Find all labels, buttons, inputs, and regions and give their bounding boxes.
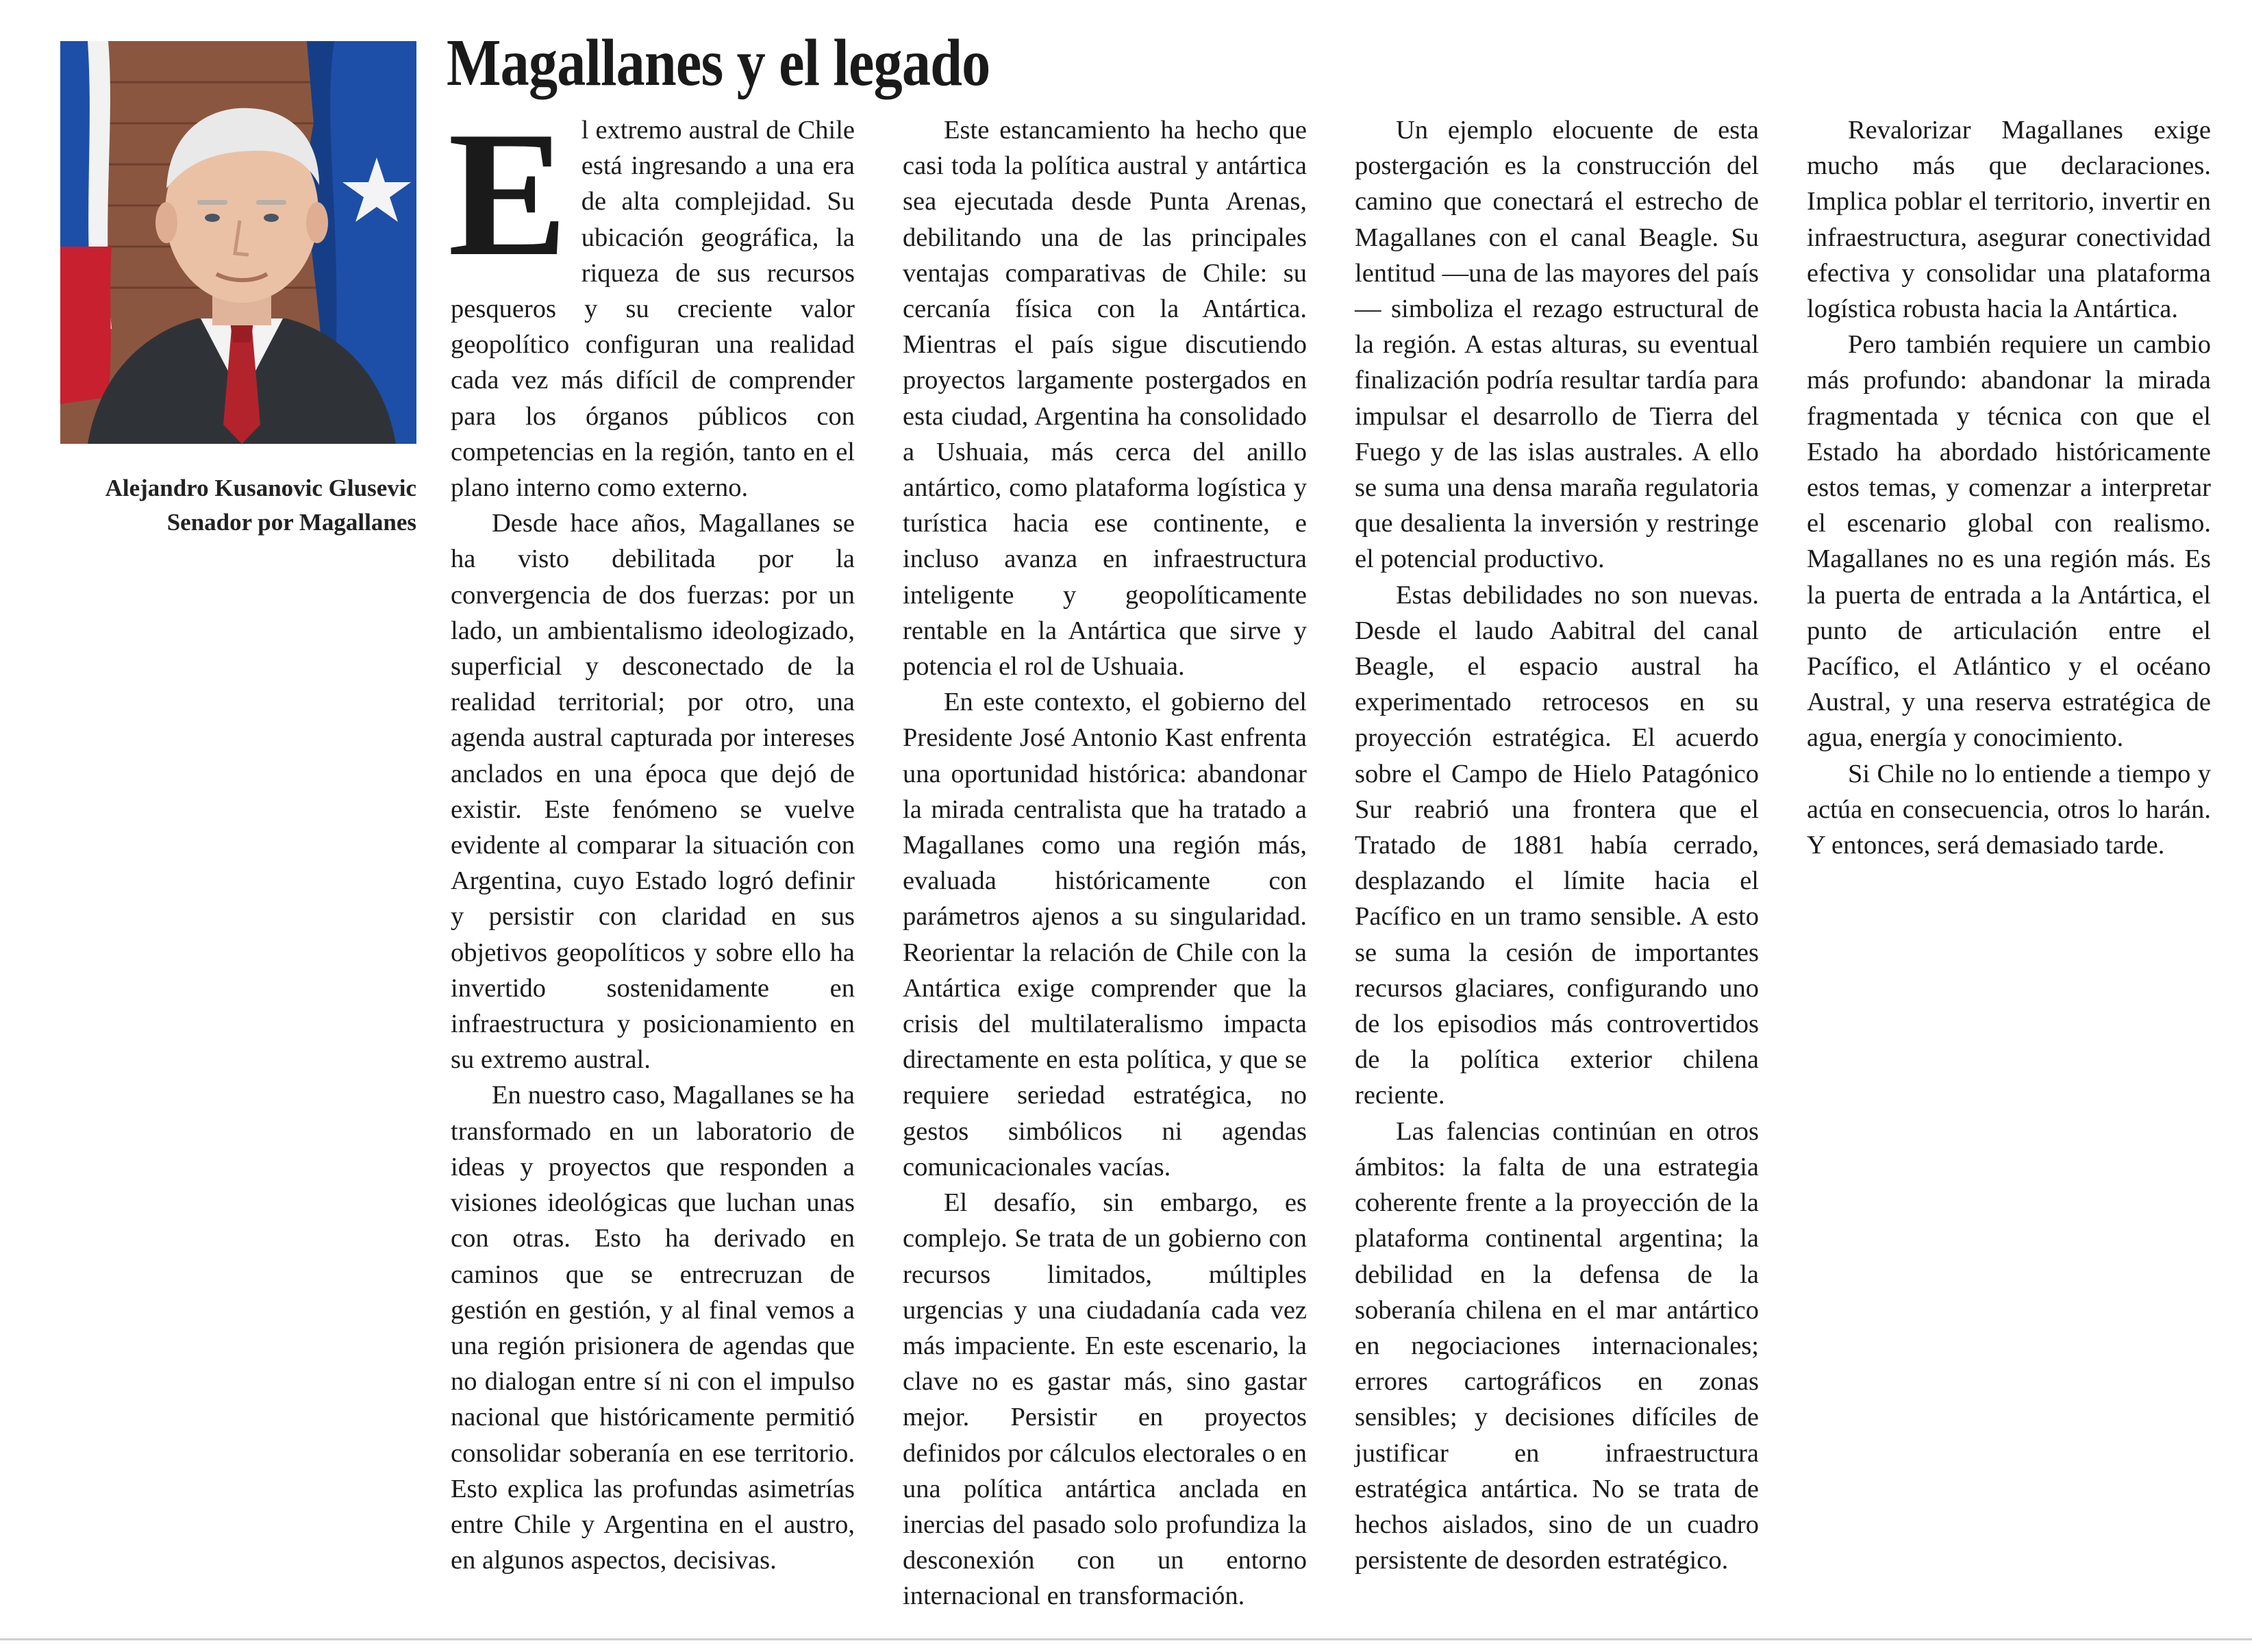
paragraph-3: En nuestro caso, Magallanes se ha transformado en un laboratorio de ideas y proyectos que responden a visiones ideológicas que luchan unas con otras. Esto ha derivado en caminos que se entrecruzan de gestión en gestión, y al final vemos a una región prisionera de agendas que no dialogan entre sí ni con el impulso nacional que históricamente permitió consolidar soberanía en ese territorio. Esto explica las profundas asimetrías entre Chile y Argentina en el austro, en algunos aspectos, decisivas. [451, 1081, 855, 1575]
paragraph-1 [448, 95, 855, 505]
author-photo [60, 41, 416, 444]
paragraph-11: Pero también requiere un cambio más profundo: abandonar la mirada fragmentada y técnica con que el Estado ha abordado históricamente estos temas, y comenzar a interpretar el escenario global con realismo. Magallanes no es una región más. Es la puerta de entrada a la Antártica, el punto de articulación entre el Pacífico, el Atlántico y el océano Austral, y una reserva estratégica de agua, energía y conocimiento. [1807, 330, 2211, 753]
paragraph-8: Estas debilidades no son nuevas. Desde el laudo Aabitral del canal Beagle, el espacio austral ha experimentado retrocesos en su proyección estratégica. El acuerdo sobre el Campo de Hielo Patagónico Sur reabrió una frontera que el Tratado de 1881 había cerrado, desplazando el límite hacia el Pacífico en un tramo sensible. A esto se suma la cesión de importantes recursos glaciares, configurando uno de los episodios más controvertidos de la política exterior chilena reciente. [1355, 580, 1759, 1110]
headline: Magallanes y el legado [447, 26, 990, 100]
paragraph-6: El desafío, sin embargo, es complejo. Se trata de un gobierno con recursos limitados, múltiples urgencias y una ciudadanía cada vez más impaciente. En este escenario, la clave no es gastar más, sino gastar mejor. Persistir en proyectos definidos por cálculos electorales o en una política antártica anclada en inercias del pasado solo profundiza la desconexión con un entorno internacional en transformación. [903, 1188, 1307, 1611]
paragraph-5: En este contexto, el gobierno del Presidente José Antonio Kast enfrenta una oportunidad histórica: abandonar la mirada centralista que ha tratado a Magallanes como una región más, evaluada históricamente con parámetros ajenos a su singularidad. Reorientar la relación de Chile con la Antártica exige comprender que la crisis del multilateralismo impacta directamente en esta política, y que se requiere seriedad estratégica, no gestos simbólicos ni agendas comunicacionales vacías. [903, 688, 1307, 1181]
article-body [448, 95, 2211, 1631]
bottom-divider [0, 1638, 2252, 1640]
paragraph-1-text: l extremo austral de Chile está ingresando a una era de alta complejidad. Su ubicación geográfica, la riqueza de sus recursos pesqueros y su creciente valor geopolítico configuran una realidad cada vez más difícil de comprender para los órganos públicos con competencias en la región, tanto en el plano interno como externo. [451, 116, 855, 503]
author-name: Alejandro Kusanovic Glusevic [105, 475, 416, 501]
author-role: Senador por Magallanes [166, 509, 416, 536]
paragraph-10: Revalorizar Magallanes exige mucho más que declaraciones. Implica poblar el territorio, invertir en infraestructura, asegurar conectividad efectiva y consolidar una plataforma logística robusta hacia la Antártica. [1807, 116, 2211, 324]
paragraph-9: Las falencias continúan en otros ámbitos: la falta de una estrategia coherente frente a la proyección de la plataforma continental argentina; la debilidad en la defensa de la soberanía chilena en el mar antártico en negociaciones internacionales; errores cartográficos en zonas sensibles; y decisiones difíciles de justificar en infraestructura estratégica antártica. No se trata de hechos aislados, sino de un cuadro persistente de desorden estratégico. [1355, 1116, 1759, 1575]
author-caption [14, 471, 416, 540]
dropcap: E [448, 95, 568, 293]
paragraph-12: Si Chile no lo entiende a tiempo y actúa en consecuencia, otros lo harán. Y entonces, será demasiado tarde. [1807, 759, 2211, 860]
paragraph-4: Este estancamiento ha hecho que casi toda la política austral y antártica sea ejecutada desde Punta Arenas, debilitando una de las principales ventajas comparativas de Chile: su cercanía física con la Antártica. Mientras el país sigue discutiendo proyectos largamente postergados en esta ciudad, Argentina ha consolidado a Ushuaia, más cerca del anillo antártico, como plataforma logística y turística hacia ese continente, e incluso avanza en infraestructura inteligente y geopolíticamente rentable en la Antártica que sirve y potencia el rol de Ushuaia. [903, 116, 1307, 681]
paragraph-2: Desde hace años, Magallanes se ha visto debilitada por la convergencia de dos fuerzas: por un lado, un ambientalismo ideologizado, superficial y desconectado de la realidad territorial; por otro, una agenda austral capturada por intereses anclados en una época que dejó de existir. Este fenómeno se vuelve evidente al comparar la situación con Argentina, cuyo Estado logró definir y persistir con claridad en sus objetivos geopolíticos y sobre ello ha invertido sostenidamente en infraestructura y posicionamiento en su extremo austral. [451, 509, 855, 1075]
paragraph-7: Un ejemplo elocuente de esta postergación es la construcción del camino que conectará el estrecho de Magallanes con el canal Beagle. Su lentitud —una de las mayores del país— simboliza el rezago estructural de la región. A estas alturas, su eventual finalización podría resultar tardía para impulsar el desarrollo de Tierra del Fuego y de las islas australes. A ello se suma una densa maraña regulatoria que desalienta la inversión y restringe el potencial productivo. [1355, 116, 1759, 574]
portrait-photo-icon [60, 41, 416, 444]
